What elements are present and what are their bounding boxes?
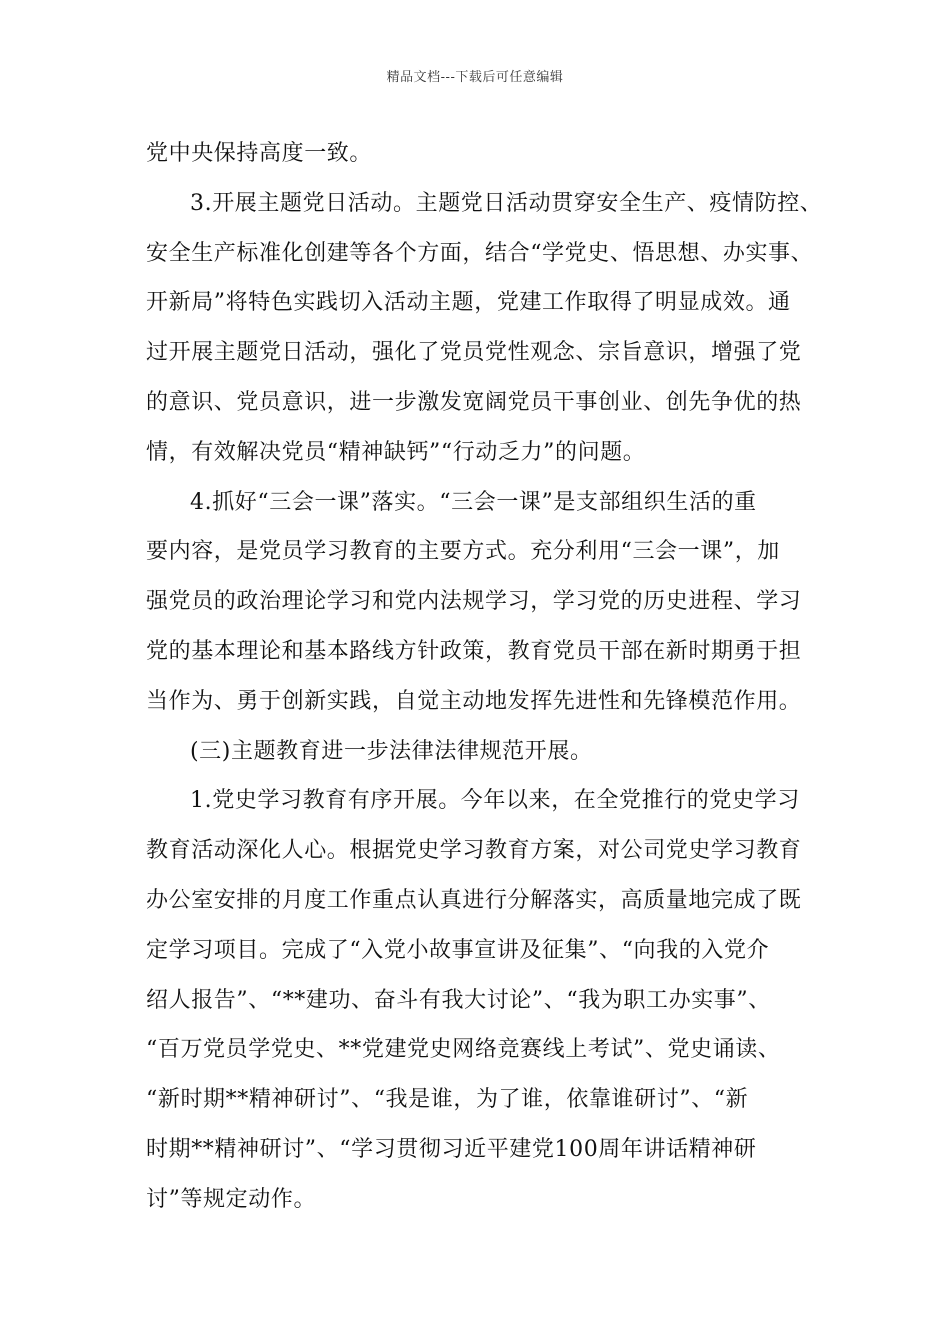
text-line: 教育活动深化人心。根据党史学习教育方案，对公司党史学习教育 bbox=[146, 838, 802, 864]
text-line: 党的基本理论和基本路线方针政策，教育党员干部在新时期勇于担 bbox=[146, 638, 802, 664]
text-line: “新时期**精神研讨”、“我是谁，为了谁，依靠谁研讨”、“新 bbox=[146, 1087, 749, 1113]
document-body bbox=[146, 129, 836, 1225]
text-line: 讨”等规定动作。 bbox=[146, 1186, 317, 1212]
text-line: 过开展主题党日活动，强化了党员党性观念、宗旨意识，增强了党 bbox=[146, 340, 802, 366]
text-line: 强党员的政治理论学习和党内法规学习，学习党的历史进程、学习 bbox=[146, 589, 802, 615]
text-line: 开新局”将特色实践切入活动主题，党建工作取得了明显成效。通 bbox=[146, 290, 791, 316]
text-line: 办公室安排的月度工作重点认真进行分解落实，高质量地完成了既 bbox=[146, 887, 802, 913]
text-line: 3.开展主题党日活动。主题党日活动贯穿安全生产、疫情防控、 bbox=[190, 190, 823, 216]
text-line: 情，有效解决党员“精神缺钙”“行动乏力”的问题。 bbox=[146, 439, 646, 465]
text-line: 要内容，是党员学习教育的主要方式。充分利用“三会一课”，加 bbox=[146, 539, 780, 565]
text-line: 4.抓好“三会一课”落实。“三会一课”是支部组织生活的重 bbox=[190, 489, 757, 515]
text-line: (三)主题教育进一步法律法律规范开展。 bbox=[190, 738, 593, 764]
text-line: 1.党史学习教育有序开展。今年以来，在全党推行的党史学习 bbox=[190, 788, 800, 814]
text-line: 时期**精神研讨”、“学习贯彻习近平建党100周年讲话精神研 bbox=[146, 1136, 757, 1162]
text-line: 绍人报告”、“**建功、奋斗有我大讨论”、“我为职工办实事”、 bbox=[146, 987, 771, 1013]
text-line: 的意识、党员意识，进一步激发宽阔党员干事创业、创先争优的热 bbox=[146, 389, 802, 415]
text-line: 定学习项目。完成了“入党小故事宣讲及征集”、“向我的入党介 bbox=[146, 937, 770, 963]
text-line: 党中央保持高度一致。 bbox=[146, 141, 373, 166]
page-header: 精品文档---下载后可任意编辑 bbox=[386, 70, 564, 85]
text-line: 当作为、勇于创新实践，自觉主动地发挥先进性和先锋模范作用。 bbox=[146, 688, 802, 714]
text-line: 安全生产标准化创建等各个方面，结合“学党史、悟思想、办实事、 bbox=[146, 240, 814, 266]
text-line: “百万党员学党史、**党建党史网络竞赛线上考试”、党史诵读、 bbox=[146, 1037, 781, 1063]
